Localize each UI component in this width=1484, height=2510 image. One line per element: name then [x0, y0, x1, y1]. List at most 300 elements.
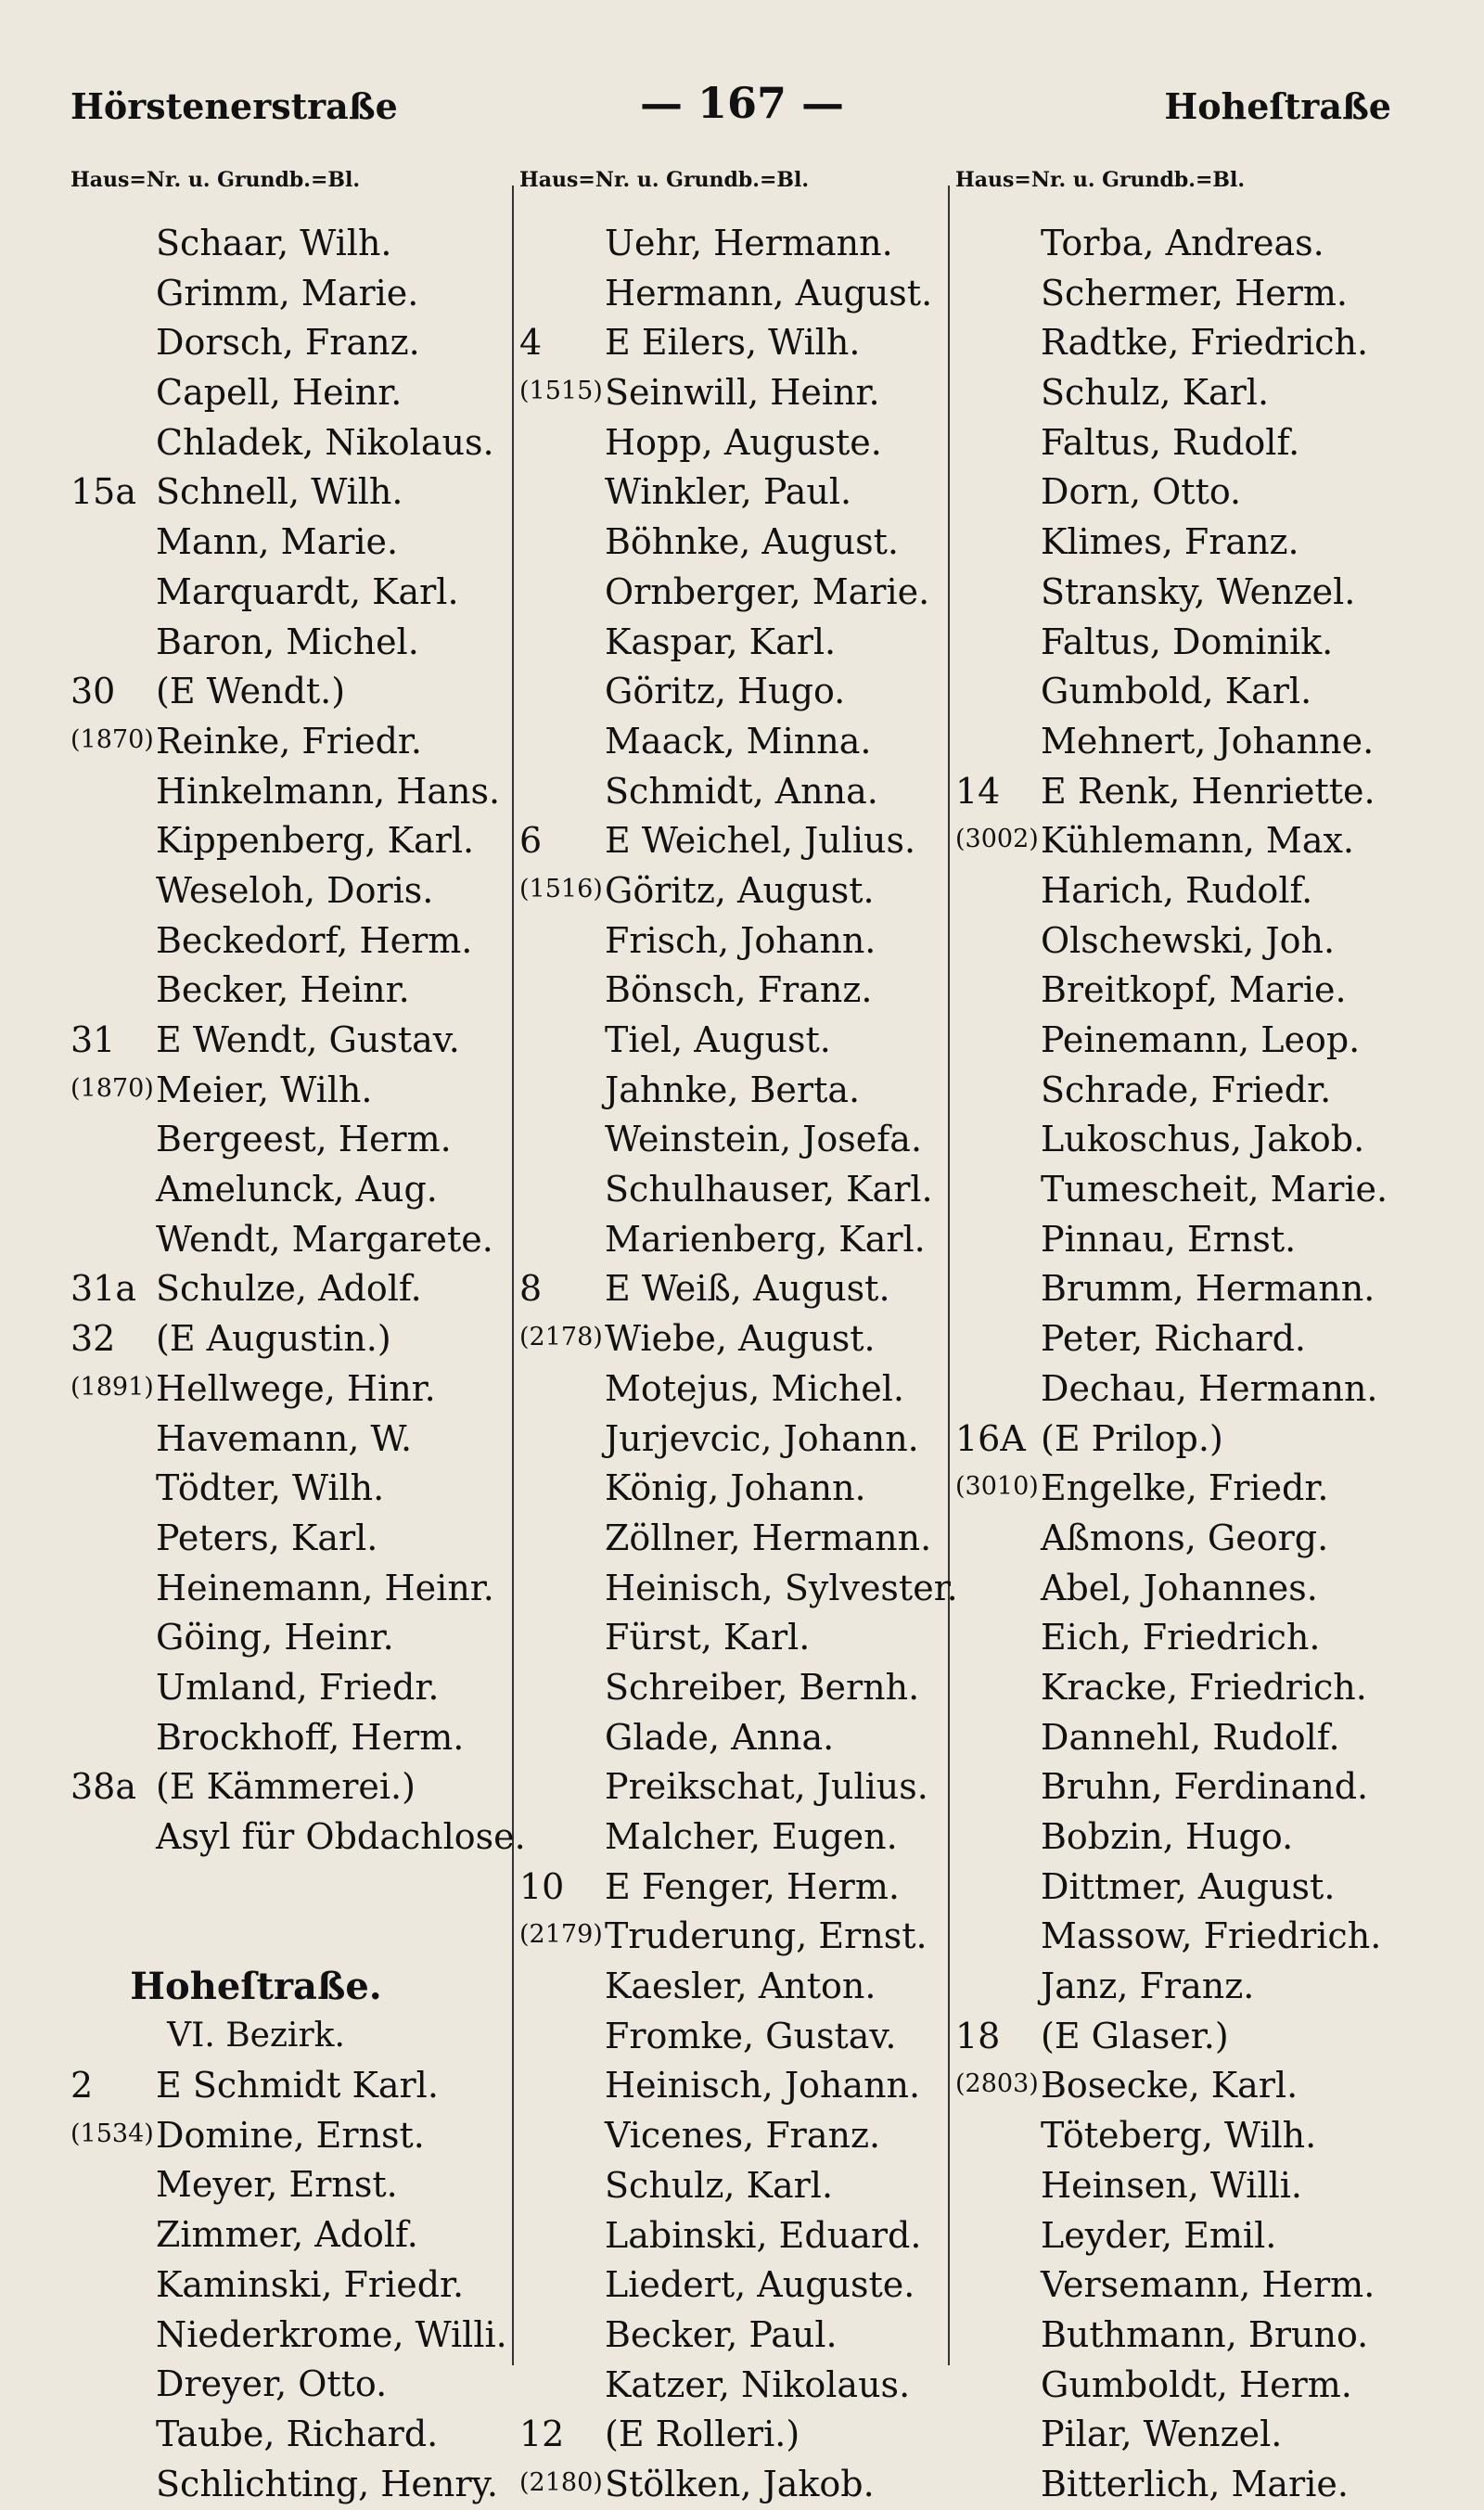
directory-entry [519, 816, 946, 866]
house-number: 18 [955, 2015, 1001, 2056]
directory-entry [519, 2361, 946, 2411]
resident-name: Weseloh, Doris. [156, 869, 434, 911]
resident-name: Asyl für Obdachlose. [156, 1816, 526, 1857]
resident-name: Umland, Friedr. [156, 1666, 440, 1708]
resident-name: Peinemann, Leop. [1041, 1019, 1361, 1060]
directory-entry [955, 219, 1391, 269]
directory-entry [70, 518, 506, 568]
land-register-number: (2179) [519, 1920, 603, 1950]
directory-entry [519, 1165, 946, 1215]
directory-entry [70, 1165, 506, 1215]
resident-name: Vicenes, Franz. [605, 2115, 881, 2157]
directory-entry [955, 368, 1391, 418]
house-number: 38a [70, 1766, 137, 1808]
house-number: 32 [70, 1318, 116, 1360]
directory-entry [519, 2460, 946, 2510]
directory-entry [955, 1066, 1391, 1116]
resident-name: Klimes, Franz. [1041, 521, 1299, 563]
directory-entry [519, 2161, 946, 2211]
directory-entry [519, 269, 946, 319]
resident-name: E Weiß, August. [605, 1268, 890, 1310]
directory-entry [955, 1613, 1391, 1663]
directory-entry [519, 1066, 946, 1116]
directory-entry [955, 618, 1391, 668]
directory-entry [70, 618, 506, 668]
resident-name: Lukoschus, Jakob. [1041, 1119, 1365, 1160]
directory-entry [70, 269, 506, 319]
directory-entry [519, 1215, 946, 1265]
resident-name: Brumm, Hermann. [1041, 1268, 1375, 1310]
resident-name: E Weichel, Julius. [605, 820, 916, 862]
resident-name: Bönsch, Franz. [605, 969, 873, 1011]
resident-name: Radtke, Friedrich. [1041, 322, 1369, 364]
resident-name: Fürst, Karl. [605, 1617, 811, 1658]
resident-name: Hinkelmann, Hans. [156, 770, 501, 812]
resident-name: Beckedorf, Herm. [156, 919, 473, 961]
resident-name: Tiel, August. [605, 1019, 831, 1060]
directory-entry [955, 1514, 1391, 1564]
directory-entry [955, 518, 1391, 568]
directory-entry [519, 568, 946, 618]
directory-entry [955, 2161, 1391, 2211]
directory-entry [70, 1613, 506, 1663]
directory-entry [519, 1415, 946, 1465]
land-register-number: (1891) [70, 1372, 154, 1402]
directory-entry [70, 568, 506, 618]
land-register-number: (3010) [955, 1472, 1039, 1502]
house-number: 12 [519, 2414, 565, 2455]
directory-entry [519, 2111, 946, 2161]
resident-name: Hopp, Auguste. [605, 421, 882, 463]
column-2 [519, 168, 958, 2510]
directory-entry [519, 1115, 946, 1165]
land-register-number: (1515) [519, 377, 603, 406]
directory-entry [519, 618, 946, 668]
resident-name: Marienberg, Karl. [605, 1218, 926, 1260]
house-number: 6 [519, 820, 543, 862]
directory-entry [519, 2012, 946, 2062]
resident-name: Kippenberg, Karl. [156, 820, 475, 862]
directory-entry [70, 2360, 506, 2410]
resident-name: Stölken, Jakob. [605, 2463, 875, 2504]
column-1 [70, 168, 526, 2509]
street-title: Hoheſtraße. [130, 1964, 382, 2008]
directory-entry [955, 1115, 1391, 1165]
house-number: 10 [519, 1865, 565, 1907]
directory-entry [70, 1812, 526, 1863]
directory-entry [955, 418, 1391, 468]
resident-name: Göing, Heinr. [156, 1617, 394, 1658]
resident-name: Schnell, Wilh. [156, 471, 403, 513]
land-register-number: (1534) [70, 2119, 154, 2148]
resident-name: Becker, Heinr. [156, 969, 410, 1011]
resident-name: Schulz, Karl. [1041, 372, 1270, 414]
column-3 [955, 169, 1391, 2510]
resident-name: Heinisch, Sylvester. [605, 1567, 958, 1608]
directory-entry [955, 767, 1391, 817]
directory-entry [519, 1912, 946, 1962]
resident-name: Breitkopf, Marie. [1041, 969, 1347, 1011]
directory-entry [70, 866, 506, 916]
resident-name: Baron, Michel. [156, 621, 419, 662]
directory-entry [955, 2460, 1391, 2510]
directory-entry [955, 1364, 1391, 1415]
resident-name: Bobzin, Hugo. [1041, 1816, 1294, 1857]
resident-name: Reinke, Friedr. [156, 720, 422, 762]
resident-name: Labinski, Eduard. [605, 2214, 922, 2256]
resident-name: Schrade, Friedr. [1041, 1069, 1332, 1110]
resident-name: Aßmons, Georg. [1041, 1517, 1329, 1558]
directory-entry [519, 368, 946, 418]
running-head-left: Hörstenerstraße [70, 85, 398, 127]
house-number: 30 [70, 671, 116, 712]
resident-name: Peters, Karl. [156, 1517, 378, 1558]
resident-name: Mann, Marie. [156, 521, 399, 563]
resident-name: Dannehl, Rudolf. [1041, 1716, 1340, 1758]
directory-entry [70, 966, 506, 1016]
directory-entry [955, 2061, 1391, 2111]
resident-name: Mehnert, Johanne. [1041, 720, 1375, 762]
directory-entry [955, 2012, 1391, 2062]
resident-name: Gumbold, Karl. [1041, 671, 1312, 712]
directory-entry [955, 2111, 1391, 2161]
directory-entry [955, 2361, 1391, 2411]
resident-name: Heinsen, Willi. [1041, 2164, 1302, 2206]
resident-name: Wendt, Margarete. [156, 1218, 493, 1260]
directory-entry [955, 1314, 1391, 1364]
directory-entry [519, 418, 946, 468]
directory-entry [955, 866, 1391, 916]
directory-entry [519, 1514, 946, 1564]
directory-entry [70, 1215, 506, 1265]
directory-entry [70, 1066, 506, 1116]
resident-name: Bitterlich, Marie. [1041, 2463, 1349, 2504]
resident-name: Leyder, Emil. [1041, 2214, 1277, 2256]
resident-name: Winkler, Paul. [605, 471, 852, 513]
resident-name: E Eilers, Wilh. [605, 322, 861, 364]
directory-entry [70, 1016, 506, 1066]
directory-entry [70, 2410, 506, 2460]
resident-name: Heinisch, Johann. [605, 2065, 921, 2107]
resident-name: Zimmer, Adolf. [156, 2214, 418, 2256]
directory-entry [955, 1762, 1391, 1812]
directory-entry [70, 467, 506, 518]
directory-entry [955, 318, 1391, 368]
resident-name: Dittmer, August. [1041, 1865, 1336, 1907]
resident-name: Faltus, Dominik. [1041, 621, 1334, 662]
resident-name: Dorn, Otto. [1041, 471, 1242, 513]
directory-entry [519, 2311, 946, 2361]
directory-entry [519, 1464, 946, 1514]
directory-entry [70, 1314, 506, 1364]
directory-entry [70, 816, 506, 866]
resident-name: Amelunck, Aug. [156, 1169, 438, 1210]
directory-entry [519, 467, 946, 518]
house-number: 31 [70, 1019, 116, 1060]
resident-name: Dechau, Hermann. [1041, 1367, 1378, 1409]
resident-name: Meyer, Ernst. [156, 2164, 398, 2206]
house-number: 8 [519, 1268, 543, 1310]
resident-name: Schulhauser, Karl. [605, 1169, 933, 1210]
resident-name: Eich, Friedrich. [1041, 1617, 1321, 1658]
resident-name: (E Rolleri.) [605, 2414, 800, 2455]
directory-entry [955, 1812, 1391, 1863]
directory-entry [70, 767, 506, 817]
land-register-number: (3002) [955, 825, 1039, 854]
resident-name: Havemann, W. [156, 1417, 413, 1459]
resident-name: Schmidt, Anna. [605, 770, 878, 812]
resident-name: Motejus, Michel. [605, 1367, 904, 1409]
resident-name: Schulze, Adolf. [156, 1268, 422, 1310]
directory-entry [955, 1464, 1391, 1514]
resident-name: Torba, Andreas. [1041, 223, 1324, 263]
resident-name: Niederkrome, Willi. [156, 2313, 507, 2355]
resident-name: Seinwill, Heinr. [605, 372, 880, 414]
resident-name: Göritz, August. [605, 869, 875, 911]
directory-entry [519, 1812, 946, 1863]
directory-entry [519, 966, 946, 1016]
directory-entry [955, 2211, 1391, 2261]
resident-name: Kaesler, Anton. [605, 1966, 876, 2007]
directory-entry [955, 1415, 1391, 1465]
directory-entry [70, 318, 506, 368]
directory-entry [955, 717, 1391, 767]
resident-name: Maack, Minna. [605, 720, 872, 762]
directory-entry [955, 467, 1391, 518]
house-number: 4 [519, 322, 543, 364]
resident-name: Janz, Franz. [1041, 1966, 1255, 2007]
resident-name: Zöllner, Hermann. [605, 1517, 932, 1558]
column-divider [512, 186, 514, 2365]
page-number: — 167 — [639, 78, 845, 128]
directory-entry [70, 368, 506, 418]
resident-name: Hermann, August. [605, 272, 933, 314]
directory-entry [70, 2111, 506, 2161]
resident-name: Jurjevcic, Johann. [605, 1417, 919, 1459]
directory-entry [70, 1713, 506, 1763]
directory-entry [519, 1264, 946, 1314]
directory-entry [519, 667, 946, 717]
directory-entry [955, 1912, 1391, 1962]
directory-entry [955, 1165, 1391, 1215]
resident-name: Versemann, Herm. [1041, 2264, 1375, 2306]
resident-name: Preikschat, Julius. [605, 1766, 928, 1808]
resident-name: (E Prilop.) [1041, 1417, 1223, 1459]
district-label: VI. Bezirk. [167, 2017, 345, 2055]
resident-name: Kracke, Friedrich. [1041, 1666, 1367, 1708]
resident-name: Peter, Richard. [1041, 1318, 1307, 1360]
resident-name: Kaminski, Friedr. [156, 2263, 465, 2305]
resident-name: E Renk, Henriette. [1041, 770, 1375, 812]
land-register-number: (2180) [519, 2467, 603, 2497]
resident-name: Stransky, Wenzel. [1041, 570, 1356, 612]
resident-name: Hellwege, Hinr. [156, 1367, 436, 1409]
directory-entry [70, 2210, 506, 2260]
directory-entry [519, 2061, 946, 2111]
directory-entry [519, 219, 946, 269]
directory-entry [955, 1564, 1391, 1614]
directory-entry [519, 1016, 946, 1066]
directory-entry [519, 518, 946, 568]
land-register-number: (1870) [70, 724, 154, 754]
resident-name: E Fenger, Herm. [605, 1865, 900, 1907]
directory-entry [955, 1016, 1391, 1066]
land-register-number: (1516) [519, 874, 603, 903]
column-divider [948, 186, 950, 2365]
directory-entry [955, 816, 1391, 866]
resident-name: E Wendt, Gustav. [156, 1019, 460, 1060]
directory-entry [70, 1264, 506, 1314]
resident-name: Heinemann, Heinr. [156, 1567, 494, 1608]
resident-name: Domine, Ernst. [156, 2114, 425, 2156]
directory-entry [519, 1564, 958, 1614]
resident-name: Chladek, Nikolaus. [156, 421, 494, 463]
house-number: 16A [955, 1417, 1026, 1459]
directory-entry [70, 916, 506, 967]
directory-entry [955, 269, 1391, 319]
resident-name: Brockhoff, Herm. [156, 1716, 465, 1758]
directory-entry [955, 1663, 1391, 1713]
directory-entry [519, 1863, 946, 1913]
directory-entry [955, 2410, 1391, 2460]
directory-entry [519, 2260, 946, 2311]
resident-name: Gumboldt, Herm. [1041, 2363, 1352, 2405]
directory-entry [519, 717, 946, 767]
directory-entry [955, 966, 1391, 1016]
resident-name: Malcher, Eugen. [605, 1816, 898, 1857]
resident-name: Taube, Richard. [156, 2413, 439, 2454]
directory-entry [955, 2260, 1391, 2311]
resident-name: Weinstein, Josefa. [605, 1119, 923, 1160]
directory-entry [955, 2311, 1391, 2361]
land-register-number: (2803) [955, 2069, 1039, 2099]
directory-entry [70, 1564, 506, 1614]
column-heading: Haus=Nr. u. Grundb.=Bl. [955, 168, 1246, 192]
resident-name: (E Augustin.) [156, 1318, 391, 1360]
resident-name: (E Kämmerei.) [156, 1766, 416, 1808]
resident-name: Jahnke, Berta. [605, 1069, 861, 1110]
directory-entry [70, 1415, 506, 1465]
resident-name: Truderung, Ernst. [605, 1915, 928, 1957]
house-number: 14 [955, 770, 1001, 812]
directory-entry [519, 1762, 946, 1812]
resident-name: Glade, Anna. [605, 1716, 835, 1758]
resident-name: Dorsch, Franz. [156, 322, 420, 364]
directory-entry [70, 2160, 506, 2210]
directory-entry [70, 219, 506, 269]
resident-name: Marquardt, Karl. [156, 570, 459, 612]
directory-entry [519, 1314, 946, 1364]
resident-name: König, Johann. [605, 1467, 866, 1509]
resident-name: Schermer, Herm. [1041, 272, 1349, 314]
directory-entry [955, 1215, 1391, 1265]
resident-name: Uehr, Hermann. [605, 223, 893, 263]
directory-entry [70, 1762, 506, 1812]
resident-name: Grimm, Marie. [156, 272, 419, 314]
resident-name: Buthmann, Bruno. [1041, 2313, 1369, 2355]
resident-name: Schaar, Wilh. [156, 223, 392, 263]
house-number: 15a [70, 471, 137, 513]
directory-entry [955, 1863, 1391, 1913]
land-register-number: (2178) [519, 1323, 603, 1352]
resident-name: Töteberg, Wilh. [1041, 2115, 1317, 2157]
directory-entry [955, 1264, 1391, 1314]
resident-name: Massow, Friedrich. [1041, 1915, 1382, 1957]
resident-name: Pinnau, Ernst. [1041, 1218, 1297, 1260]
resident-name: Fromke, Gustav. [605, 2015, 897, 2056]
directory-entry [955, 568, 1391, 618]
resident-name: Tödter, Wilh. [156, 1467, 385, 1509]
resident-name: Dreyer, Otto. [156, 2363, 388, 2405]
directory-entry [955, 1962, 1391, 2012]
resident-name: Tumescheit, Marie. [1041, 1169, 1388, 1210]
directory-entry [519, 1613, 946, 1663]
house-number: 31a [70, 1268, 137, 1310]
running-head-right: Hoheſtraße [1164, 85, 1391, 127]
directory-entry [519, 2410, 946, 2460]
directory-entry [519, 1962, 946, 2012]
directory-entry [70, 1115, 506, 1165]
resident-name: Katzer, Nikolaus. [605, 2363, 911, 2405]
resident-name: Böhnke, August. [605, 521, 899, 563]
column-heading: Haus=Nr. u. Grundb.=Bl. [519, 168, 810, 192]
directory-entry [519, 1713, 946, 1763]
resident-name: Göritz, Hugo. [605, 671, 846, 712]
directory-entry [955, 1713, 1391, 1763]
resident-name: Harich, Rudolf. [1041, 869, 1313, 911]
directory-entry [70, 2260, 506, 2311]
land-register-number: (1870) [70, 1073, 154, 1103]
resident-name: Schlichting, Henry. [156, 2463, 498, 2504]
directory-entry [70, 1514, 506, 1564]
house-number: 2 [70, 2065, 94, 2107]
resident-name: Olschewski, Joh. [1041, 919, 1336, 961]
directory-entry [519, 866, 946, 916]
directory-entry [70, 1663, 506, 1713]
directory-entry [519, 767, 946, 817]
resident-name: Meier, Wilh. [156, 1069, 373, 1110]
directory-entry [955, 667, 1391, 717]
directory-entry [70, 717, 506, 767]
section-gap [70, 1863, 506, 1962]
resident-name: Schulz, Karl. [605, 2164, 834, 2206]
resident-name: Ornberger, Marie. [605, 570, 930, 612]
directory-entry [70, 1364, 506, 1415]
resident-name: (E Wendt.) [156, 671, 346, 712]
directory-entry [70, 418, 506, 468]
resident-name: Frisch, Johann. [605, 919, 876, 961]
directory-entry [70, 667, 506, 717]
resident-name: Faltus, Rudolf. [1041, 421, 1300, 463]
resident-name: Bergeest, Herm. [156, 1119, 452, 1160]
resident-name: Kaspar, Karl. [605, 621, 837, 662]
directory-entry [70, 2061, 506, 2111]
resident-name: Pilar, Wenzel. [1041, 2414, 1283, 2455]
resident-name: (E Glaser.) [1041, 2015, 1229, 2056]
resident-name: Wiebe, August. [605, 1318, 876, 1360]
resident-name: Abel, Johannes. [1041, 1567, 1318, 1608]
resident-name: Engelke, Friedr. [1041, 1467, 1329, 1509]
resident-name: Liedert, Auguste. [605, 2264, 915, 2306]
resident-name: Schreiber, Bernh. [605, 1666, 920, 1708]
resident-name: Bruhn, Ferdinand. [1041, 1766, 1369, 1808]
directory-entry [519, 2211, 946, 2261]
directory-entry [519, 318, 946, 368]
directory-entry [955, 916, 1391, 967]
directory-entry [70, 1464, 506, 1514]
directory-entry [70, 2311, 506, 2361]
resident-name: Bosecke, Karl. [1041, 2065, 1298, 2107]
